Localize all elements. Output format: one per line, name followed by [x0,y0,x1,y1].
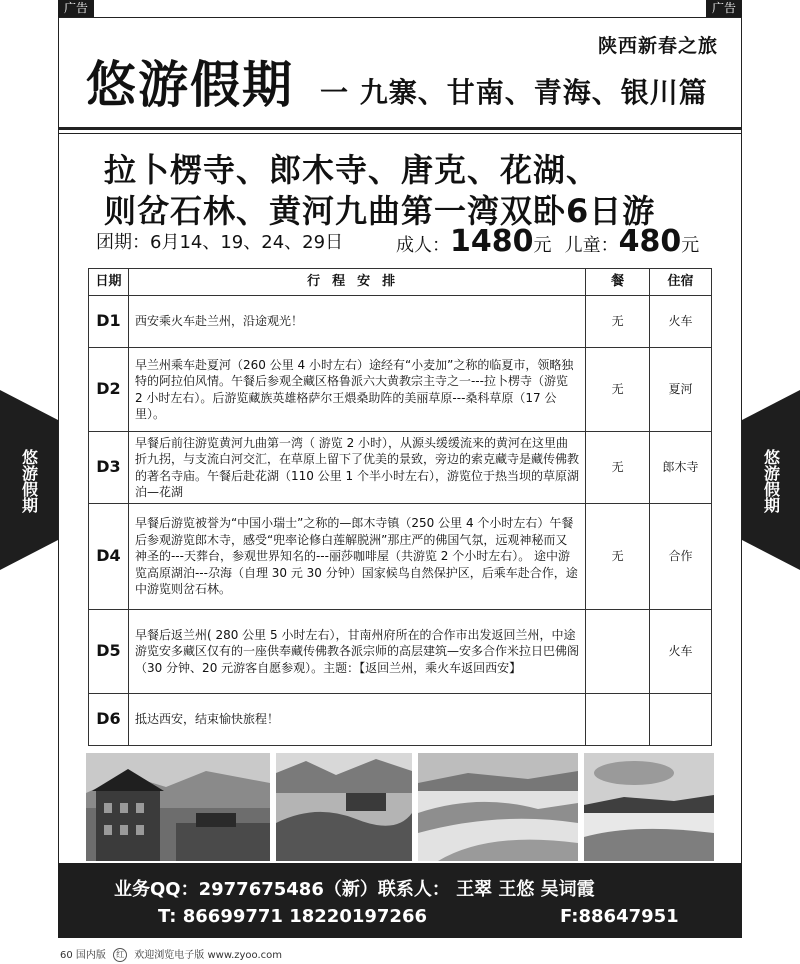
row-day: D3 [89,432,129,504]
photo-yellow-river [584,753,714,861]
table-row [89,610,712,694]
page-number: 60 国内版 [60,950,106,961]
region-title: 陕西新春之旅 [597,35,718,57]
headline-line2: 则岔石林、黄河九曲第一湾双卧6日游 [104,192,656,230]
row-desc: 早餐后游览被誉为“中国小瑞士”之称的—郎木寺镇（250 公里 4 个小时左右）午餐后参观游览郎木寺，感受“兜率论修白莲解脱洲”那庄严的佛国气氛，远观神秘而又神圣的---天葬台，参观世界知名的---丽莎咖啡屋（共游览 2 个小时左右）。 途中游览高原湖泊---尕海（自理 30 元 30 分钟）国家候鸟自然保护区，后乘车赴合作，途中游览则岔石林。 [128,504,585,610]
row-meal: 无 [586,432,650,504]
row-desc: 抵达西安，结束愉快旅程！ [128,694,585,746]
row-day: D5 [89,610,129,694]
row-stay [650,694,712,746]
divider-thick [58,127,742,130]
header-meal: 餐 [586,269,650,296]
photo-grassland [276,753,412,861]
side-tab-left [0,390,58,570]
badge-icon: 红 [113,948,127,962]
photo-labrang-monastery [86,753,270,861]
table-row [89,348,712,432]
header [58,17,742,129]
row-day: D1 [89,296,129,348]
row-meal [586,694,650,746]
monastery-image [86,753,270,861]
row-stay: 火车 [650,610,712,694]
row-desc: 早餐后返兰州( 280 公里 5 小时左右），甘南州府所在的合作市出发返回兰州，中途游览安多藏区仅有的一座供奉藏传佛教各派宗师的高层建筑—安多合作米拉日巴佛阁（30 分钟、20 元游客自愿参观）。主题：【返回兰州，乘火车返回西安】 [128,610,585,694]
row-meal [586,610,650,694]
adult-price-label: 成人： [396,235,450,256]
divider-thin [58,133,742,134]
row-meal: 无 [586,296,650,348]
row-desc: 西安乘火车赴兰州，沿途观光！ [128,296,585,348]
row-stay: 夏河 [650,348,712,432]
adult-price-value: 1480 [450,224,534,259]
child-price-unit: 元 [681,235,700,256]
table-row [89,694,712,746]
price-block [396,224,699,259]
table-row [89,432,712,504]
row-stay: 合作 [650,504,712,610]
row-stay: 火车 [650,296,712,348]
contact-band [58,863,742,938]
photo-lake [418,753,578,861]
ad-label-left: 广告 [58,0,94,17]
table-row [89,296,712,348]
header-schedule: 行程安排 [128,269,585,296]
child-price-label: 儿童： [564,235,619,256]
header-day: 日期 [89,269,129,296]
side-tab-left-text: 悠游假期 [19,449,39,513]
route-subtitle: 一 九寨、甘南、青海、银川篇 [320,76,708,109]
row-desc: 早餐后前往游览黄河九曲第一湾（ 游览 2 小时），从源头缓缓流来的黄河在这里曲折九拐，与支流白河交汇，在草原上留下了优美的景致，旁边的索克藏寺是藏传佛教的著名寺庙。午餐后赴花湖（110 公里 1 个半小时左右），游览位于热当坝的草原湖泊—花湖 [128,432,585,504]
row-stay: 郎木寺 [650,432,712,504]
row-meal: 无 [586,504,650,610]
header-stay: 住宿 [650,269,712,296]
row-day: D6 [89,694,129,746]
lake-image [418,753,578,861]
adult-price-unit: 元 [533,235,552,256]
yellow-river-image [584,753,714,861]
ad-label-right: 广告 [706,0,742,17]
contact-fax: F:88647951 [560,906,679,927]
contact-tel: T: 86699771 18220197266 [158,906,427,927]
headline-line1: 拉卜楞寺、郎木寺、唐克、花湖、 [104,151,600,189]
side-tab-right-text: 悠游假期 [761,449,781,513]
row-day: D4 [89,504,129,610]
row-meal: 无 [586,348,650,432]
departure-dates: 团期：6月14、19、24、29日 [96,232,344,253]
row-day: D2 [89,348,129,432]
brand-title: 悠游假期 [86,56,294,114]
itinerary-table [88,268,712,746]
side-tab-right [742,390,800,570]
contact-line: 业务QQ：2977675486（新）联系人： 王翠 王悠 吴词霞 [114,879,595,900]
child-price-value: 480 [618,224,682,259]
table-header-row [89,269,712,296]
grassland-image [276,753,412,861]
page-footer [60,946,282,962]
table-row [89,504,712,610]
row-desc: 早兰州乘车赴夏河（260 公里 4 小时左右）途经有“小麦加”之称的临夏市，领略独特的阿拉伯风情。午餐后参观全藏区格鲁派六大黄教宗主寺之一---拉卜楞寺（游览 2 小时左右）。后游览藏族英雄格萨尔王煨桑助阵的美丽草原---桑科草原（17 公里）。 [128,348,585,432]
site-link[interactable]: 欢迎浏览电子版 www.zyoo.com [134,950,283,961]
